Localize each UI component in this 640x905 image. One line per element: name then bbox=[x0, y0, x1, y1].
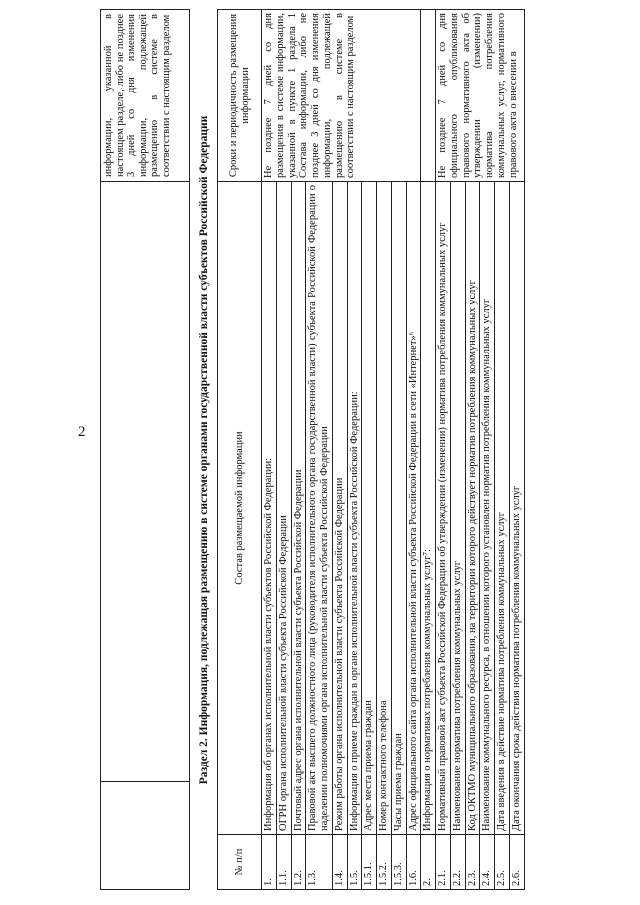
table-row bbox=[421, 10, 436, 890]
row-description: Режим работы органа исполнительной власти субъекта Российской Федерации bbox=[332, 182, 347, 835]
table-row bbox=[262, 10, 277, 890]
row-description: Наименование норматива потребления коммунальных услуг bbox=[450, 182, 465, 835]
row-description: Дата окончания срока действия норматива потребления коммунальных услуг bbox=[509, 182, 524, 835]
row-number: 2.5. bbox=[495, 835, 510, 890]
continued-num-cell bbox=[101, 782, 190, 890]
continued-table bbox=[100, 9, 190, 890]
row-number: 1. bbox=[262, 835, 277, 890]
page-number: 2 bbox=[78, 424, 86, 440]
row-number: 2.4. bbox=[480, 835, 495, 890]
header-terms: Сроки и периодичность размещения информации bbox=[218, 10, 262, 182]
row-number: 1.4. bbox=[332, 835, 347, 890]
info-table bbox=[217, 9, 525, 890]
row-number: 1.6. bbox=[406, 835, 421, 890]
row-number: 2. bbox=[421, 835, 436, 890]
row-term: Не позднее 7 дней со дня размещения в системе информации, указанной в пункте 1 раздела 1 Состава информации, либо не позднее 3 дней со дня изменения информации, подлежащей размещению в системе в соответствии с настоящим разделом bbox=[262, 10, 421, 182]
row-description: Адрес официального сайта органа исполнительной власти субъекта Российской Федерации в сети «Интернет»⁶ bbox=[406, 182, 421, 835]
row-number: 2.1. bbox=[436, 835, 451, 890]
row-term: Не позднее 7 дней со дня официального опубликования правового нормативного акта об утверждении (изменении) норматива потребления коммунальных услуг, нормативного правового акта о внесении в bbox=[436, 10, 525, 182]
row-description: ОГРН органа исполнительной власти субъекта Российской Федерации bbox=[276, 182, 291, 835]
row-number: 1.5. bbox=[347, 835, 362, 890]
section-title: Раздел 2. Информация, подлежащая размещению в системе органами государственной власти субъектов Российской Федерации bbox=[198, 115, 210, 785]
row-description: Номер контактного телефона bbox=[377, 182, 392, 835]
row-description: Информация о нормативах потребления коммунальных услуг⁷: bbox=[421, 182, 436, 835]
row-description: Наименование коммунального ресурса, в отношении которого установлен норматив потребления коммунальных услуг bbox=[480, 182, 495, 835]
row-description: Правовой акт высшего должностного лица (руководителя исполнительного органа государственной власти) субъекта Российской Федерации о наделении полномочиями органа исполнительной власти субъекта Российской Федерации bbox=[306, 182, 333, 835]
header-number: № п/п bbox=[218, 835, 262, 890]
row-description: Дата введения в действие норматива потребления коммунальных услуг bbox=[495, 182, 510, 835]
row-description: Адрес места приема граждан bbox=[362, 182, 377, 835]
row-description: Код ОКТМО муниципального образования, на территории которого действует норматив потребления коммунальных услуг bbox=[465, 182, 480, 835]
row-number: 1.5.1. bbox=[362, 835, 377, 890]
row-description: Информация об органах исполнительной власти субъектов Российской Федерации: bbox=[262, 182, 277, 835]
row-number: 2.3. bbox=[465, 835, 480, 890]
row-term-empty bbox=[421, 10, 436, 182]
row-number: 1.2. bbox=[291, 835, 306, 890]
row-number: 1.5.3. bbox=[391, 835, 406, 890]
row-number: 1.5.2. bbox=[377, 835, 392, 890]
row-number: 2.2. bbox=[450, 835, 465, 890]
row-number: 1.3. bbox=[306, 835, 333, 890]
header-description: Состав размещаемой информации bbox=[218, 182, 262, 835]
continued-desc-cell bbox=[101, 182, 190, 782]
table-header-row bbox=[218, 10, 262, 890]
row-description: Нормативный правовой акт субъекта Российской Федерации об утверждении (изменении) норматива потребления коммунальных услуг bbox=[436, 182, 451, 835]
row-description: Информация о приеме граждан в органе исполнительной власти субъекта Российской Федерации: bbox=[347, 182, 362, 835]
row-number: 1.1. bbox=[276, 835, 291, 890]
row-number: 2.6. bbox=[509, 835, 524, 890]
row-description: Часы приема граждан bbox=[391, 182, 406, 835]
row-description: Почтовый адрес органа исполнительной власти субъекта Российской Федерации bbox=[291, 182, 306, 835]
table-row bbox=[436, 10, 451, 890]
continued-term-cell: информации, указанной в настоящем разделе, либо не позднее 3 дней со дня изменения информации, подлежащей размещению в системе в соответствии с настоящим разделом bbox=[101, 10, 190, 182]
